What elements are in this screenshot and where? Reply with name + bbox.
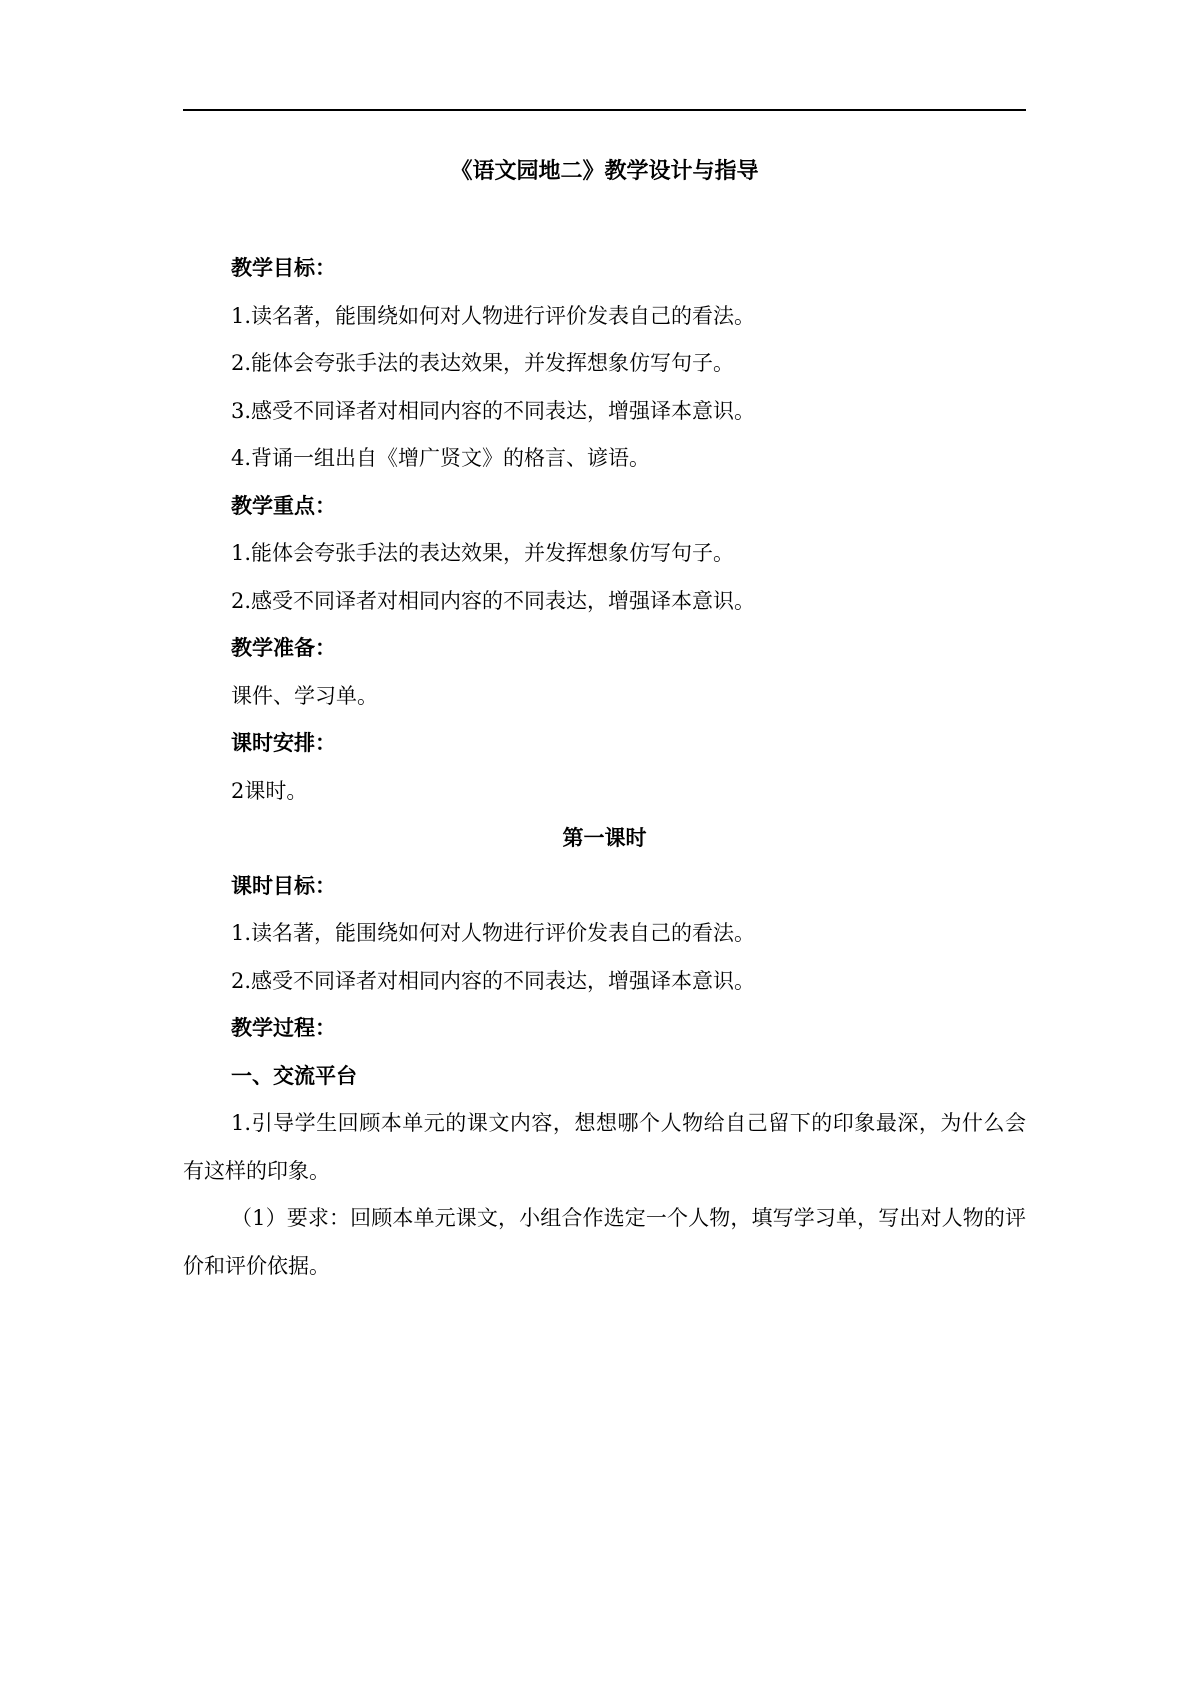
focus-item: 2.感受不同译者对相同内容的不同表达，增强译本意识。: [231, 588, 756, 613]
lesson1-title: 第一课时: [562, 826, 647, 850]
document-body: [183, 148, 1026, 1290]
document-title: 《语文园地二》教学设计与指导: [450, 159, 759, 184]
goal-item: 2.能体会夸张手法的表达效果，并发挥想象仿写句子。: [231, 351, 735, 375]
prep-heading: 教学准备：: [231, 636, 336, 660]
schedule-heading: 课时安排：: [231, 731, 336, 755]
prep-text: 课件、学习单。: [231, 683, 378, 708]
body-paragraph: （1）要求：回顾本单元课文，小组合作选定一个人物，填写学习单，写出对人物的评价和评价依据。: [183, 1206, 1026, 1278]
focus-item: 1.能体会夸张手法的表达效果，并发挥想象仿写句子。: [231, 541, 735, 565]
lesson-goal-item: 2.感受不同译者对相同内容的不同表达，增强译本意识。: [231, 968, 756, 993]
goals-heading: 教学目标：: [231, 256, 336, 280]
lesson-goals-heading: 课时目标：: [231, 873, 336, 898]
goal-item: 3.感受不同译者对相同内容的不同表达，增强译本意识。: [231, 398, 756, 423]
focus-heading: 教学重点：: [231, 493, 336, 518]
header-rule: [183, 109, 1026, 111]
part1-heading: 一、交流平台: [231, 1063, 357, 1088]
schedule-text: 2课时。: [231, 778, 308, 803]
body-paragraph: 1.引导学生回顾本单元的课文内容，想想哪个人物给自己留下的印象最深，为什么会有这样的印象。: [183, 1111, 1026, 1183]
lesson-goal-item: 1.读名著，能围绕如何对人物进行评价发表自己的看法。: [231, 921, 756, 945]
goal-item: 4.背诵一组出自《增广贤文》的格言、谚语。: [231, 446, 651, 470]
goal-item: 1.读名著，能围绕如何对人物进行评价发表自己的看法。: [231, 303, 756, 328]
process-heading: 教学过程：: [231, 1016, 336, 1040]
